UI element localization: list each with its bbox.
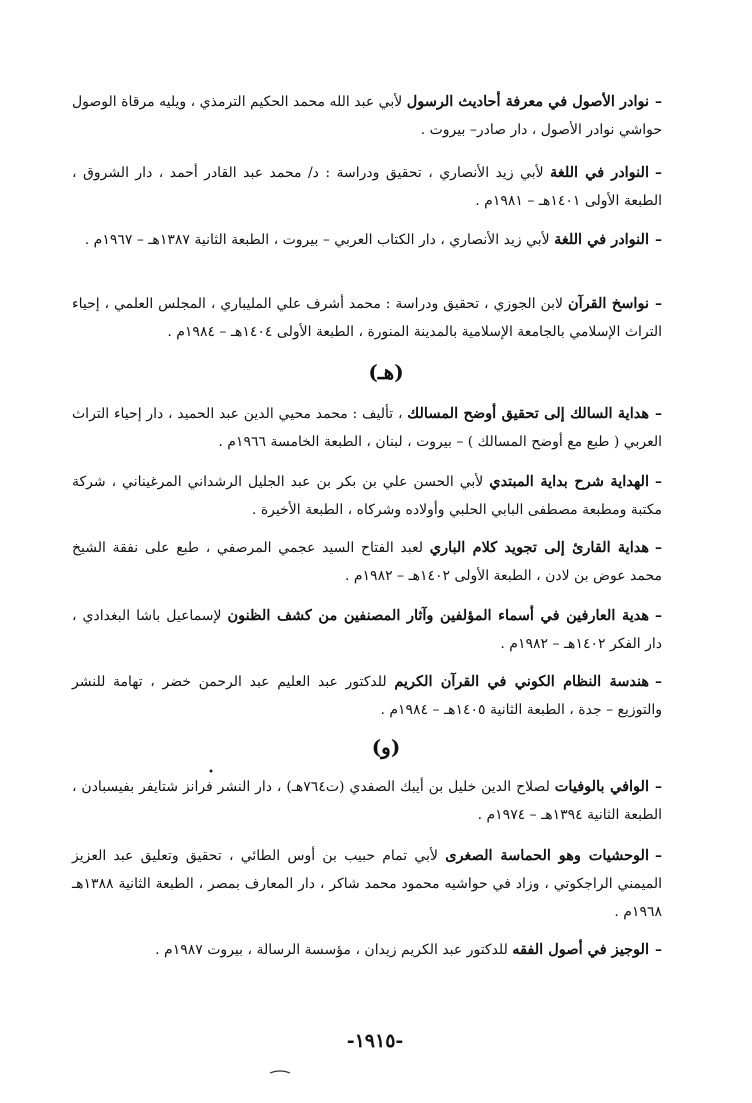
- bibliography-entry: [72, 290, 662, 346]
- entry-dash: –: [655, 848, 662, 864]
- entry-title: الوحشيات وهو الحماسة الصغرى: [445, 847, 649, 864]
- entry-dash: –: [655, 942, 662, 958]
- entry-dash: –: [655, 406, 662, 422]
- entry-details: لصلاح الدين خليل بن أيبك الصفدي (ت٧٦٤هـ) ، دار النشر فرانز شتايفر بفيسبادن ، الطبعة الثانية ١٣٩٤هـ – ١٩٧٤م .: [72, 779, 662, 823]
- scan-speck: [208, 768, 214, 774]
- entry-dash: –: [655, 674, 663, 690]
- bibliography-entry: [72, 88, 662, 144]
- entry-dash: –: [655, 608, 663, 624]
- bibliography-entry: [72, 468, 662, 524]
- bibliography-entry: [72, 602, 662, 658]
- entry-details: للدكتور عبد العليم عبد الرحمن خضر ، تهامة للنشر والتوزيع – جدة ، الطبعة الثانية ١٤٠٥هـ – ١٩٨٤م .: [72, 674, 662, 718]
- bibliography-entry: [72, 534, 662, 590]
- entry-title: الوجيز في أصول الفقه: [512, 941, 649, 958]
- entry-details: ، تأليف : محمد محيي الدين عبد الحميد ، دار إحياء التراث العربي ( طبع مع أوضح المسالك ) – بيروت ، لبنان ، الطبعة الخامسة ١٩٦٦م .: [72, 406, 662, 450]
- entry-details: لأبي زيد الأنصاري ، دار الكتاب العربي – بيروت ، الطبعة الثانية ١٣٨٧هـ – ١٩٦٧م .: [84, 232, 555, 248]
- entry-details: لعبد الفتاح السيد عجمي المرصفي ، طبع على نفقة الشيخ محمد عوض بن لادن ، الطبعة الأولى ١٤٠٢هـ – ١٩٨٢م .: [72, 540, 662, 584]
- bibliography-entry: [72, 226, 662, 254]
- entry-details: لابن الجوزي ، تحقيق ودراسة : محمد أشرف علي المليباري ، المجلس العلمي ، إحياء التراث الإسلامي بالجامعة الإسلامية بالمدينة المنورة ، الطبعة الأولى ١٤٠٤هـ – ١٩٨٤م .: [72, 296, 662, 340]
- entry-title: الوافي بالوفيات: [554, 778, 649, 795]
- bibliography-entry: [72, 400, 662, 456]
- entry-dash: –: [655, 474, 662, 490]
- entry-details: لأبي عبد الله محمد الحكيم الترمذي ، ويليه مرقاة الوصول حواشي نوادر الأصول ، دار صادر– بيروت .: [72, 94, 662, 138]
- entry-title: النوادر في اللغة: [550, 164, 649, 181]
- entry-dash: –: [655, 165, 662, 181]
- entry-details: للدكتور عبد الكريم زيدان ، مؤسسة الرسالة ، بيروت ١٩٨٧م .: [155, 942, 513, 958]
- entry-title: الهداية شرح بداية المبتدي: [489, 473, 649, 490]
- page-number: -١٩١٥-: [346, 1030, 404, 1052]
- bibliography-entry: [72, 936, 662, 964]
- entry-details: لأبي تمام حبيب بن أوس الطائي ، تحقيق وتعليق عبد العزيز الميمني الراجكوتي ، وزاد في حواشيه محمود محمد شاكر ، دار المعارف بمصر ، الطبعة الثانية ١٣٨٨هـ ١٩٦٨م .: [72, 848, 662, 920]
- entry-details: لأبي الحسن علي بن بكر بن عبد الجليل الرشداني المرغيناني ، شركة مكتبة ومطبعة مصطفى البابي الحلبي وأولاده وشركاه ، الطبعة الأخيرة .: [72, 474, 662, 518]
- entry-details: لأبي زيد الأنصاري ، تحقيق ودراسة : د/ محمد عبد القادر أحمد ، دار الشروق ، الطبعة الأولى ١٤٠١هـ – ١٩٨١م .: [72, 165, 662, 209]
- entry-details: لإسماعيل باشا البغدادي ، دار الفكر ١٤٠٢هـ – ١٩٨٢م .: [72, 608, 662, 652]
- entry-title: النوادر في اللغة: [554, 231, 649, 248]
- section-heading-ha: (هـ): [368, 360, 404, 384]
- scan-speck: [268, 1068, 292, 1076]
- entry-dash: –: [655, 296, 662, 312]
- entry-title: نوادر الأصول في معرفة أحاديث الرسول: [406, 93, 650, 110]
- section-heading-waw: (و): [371, 735, 401, 759]
- bibliography-entry: [72, 668, 662, 724]
- entry-dash: –: [655, 779, 662, 795]
- entry-title: هدية العارفين في أسماء المؤلفين وآثار المصنفين من كشف الظنون: [227, 607, 650, 624]
- entry-title: هندسة النظام الكوني في القرآن الكريم: [394, 673, 650, 690]
- bibliography-entry: [72, 773, 662, 829]
- bibliography-entry: [72, 159, 662, 215]
- entry-dash: –: [655, 232, 662, 248]
- entry-title: نواسخ القرآن: [567, 295, 649, 312]
- entry-title: هداية القارئ إلى تجويد كلام الباري: [429, 539, 649, 556]
- entry-dash: –: [655, 540, 662, 556]
- entry-dash: –: [655, 94, 663, 110]
- bibliography-entry: [72, 842, 662, 926]
- entry-title: هداية السالك إلى تحقيق أوضح المسالك: [407, 405, 649, 422]
